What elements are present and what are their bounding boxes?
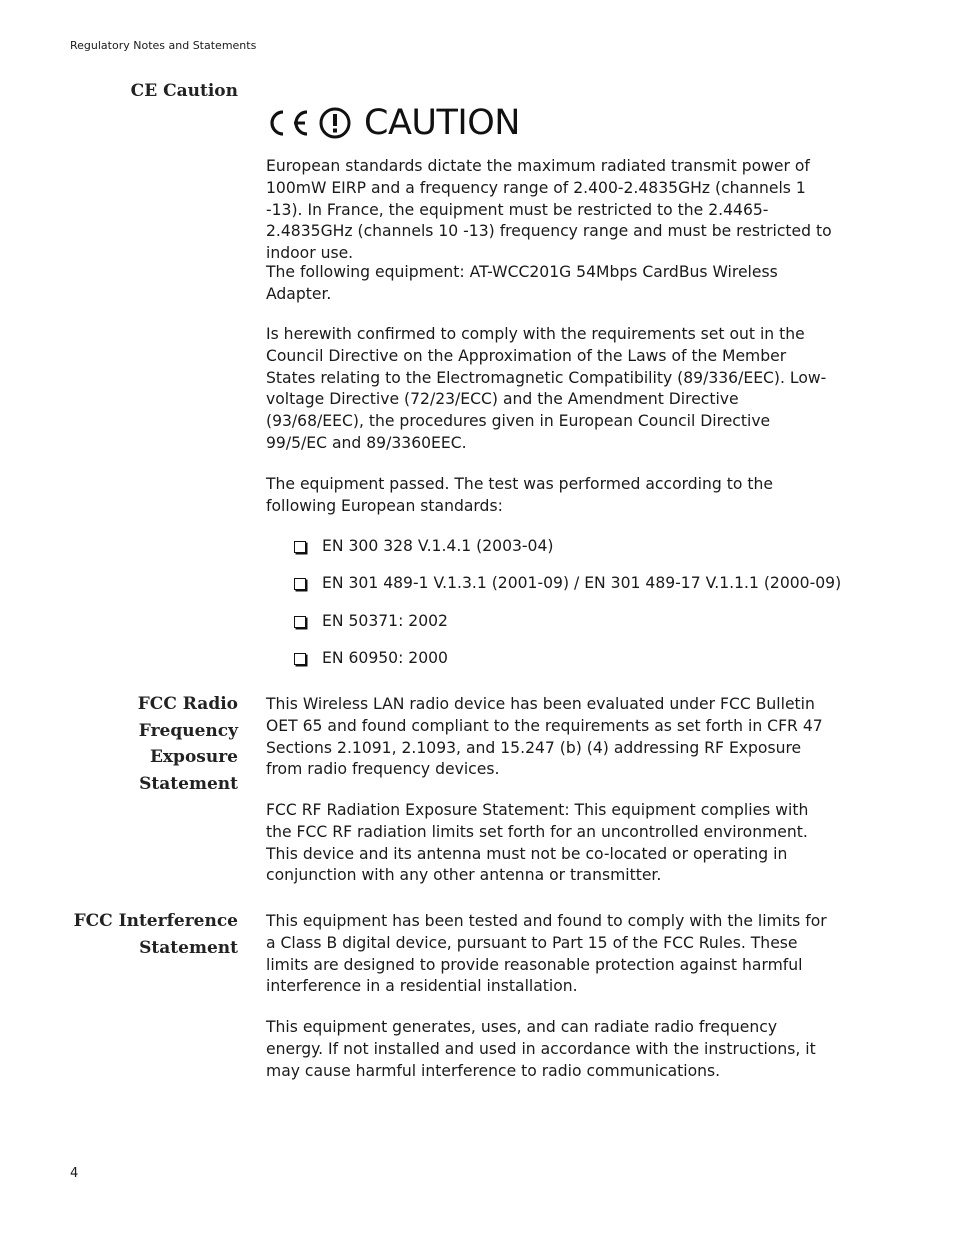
- fcc-interference-paragraph: This equipment generates, uses, and can radiate radio frequency energy. If not installed and used in accordance with the instructions, it may cause harmful interference to radio communications.: [266, 1018, 816, 1080]
- heading-line: Exposure: [149, 747, 238, 767]
- ce-paragraph: The equipment passed. The test was performed according to the following European standards:: [266, 475, 773, 515]
- standard-text: EN 50371: 2002: [322, 612, 448, 630]
- standard-list-item: [294, 648, 854, 670]
- alert-circle-icon: [318, 106, 352, 140]
- checkbox-bullet-icon: [294, 541, 306, 553]
- checkbox-bullet-icon: [294, 578, 306, 590]
- ce-caution-heading-text: CE Caution: [130, 81, 238, 101]
- fcc-rf-paragraph: FCC RF Radiation Exposure Statement: This equipment complies with the FCC RF radiation limits set forth for an uncontrolled environment. This device and its antenna must not be co-located or operating in conjunction with any other antenna or transmitter.: [266, 801, 809, 885]
- ce-caution-banner: [266, 100, 520, 146]
- standard-list-item: [294, 573, 854, 595]
- ce-caution-heading: [48, 78, 238, 105]
- fcc-interference-paragraph: This equipment has been tested and found to comply with the limits for a Class B digital device, pursuant to Part 15 of the FCC Rules. These limits are designed to provide reasonable protection against harmful interference in a residential installation.: [266, 912, 827, 996]
- standard-text: EN 60950: 2000: [322, 649, 448, 667]
- checkbox-bullet-icon: [294, 653, 306, 665]
- heading-line: FCC Radio: [137, 694, 238, 714]
- ce-paragraph: The following equipment: AT-WCC201G 54Mbps CardBus Wireless Adapter.: [266, 263, 778, 303]
- ce-paragraph: Is herewith confirmed to comply with the requirements set out in the Council Directive on the Approximation of the Laws of the Member States relating to the Electromagnetic Compatibility (89/336/EEC). Low-voltage Directive (72/23/ECC) and the Amendment Directive (93/68/EEC), the procedures given in European Council Directive 99/5/EC and 89/3360EEC.: [266, 325, 827, 452]
- standard-text: EN 300 328 V.1.4.1 (2003-04): [322, 537, 554, 555]
- standard-list-item: [294, 611, 854, 633]
- heading-line: Statement: [139, 937, 238, 958]
- fcc-rf-paragraph: This Wireless LAN radio device has been evaluated under FCC Bulletin OET 65 and found compliant to the requirements as set forth in CFR 47 Sections 2.1091, 2.1093, and 15.247 (b) (4) addressing RF Exposure from radio frequency devices.: [266, 695, 823, 779]
- heading-line: FCC Interference: [73, 911, 238, 931]
- standard-list-item: [294, 536, 854, 558]
- standard-text: EN 301 489-1 V.1.3.1 (2001-09) / EN 301 489-17 V.1.1.1 (2000-09): [322, 574, 842, 592]
- page-number: 4: [70, 1166, 79, 1181]
- caution-label: CAUTION: [364, 103, 520, 143]
- fcc-interference-heading: [48, 908, 238, 961]
- heading-line: Statement: [139, 773, 238, 794]
- running-header: Regulatory Notes and Statements: [70, 39, 257, 52]
- ce-mark-icon: [266, 105, 312, 141]
- heading-line: Frequency: [138, 720, 238, 741]
- fcc-rf-heading: [48, 691, 238, 797]
- ce-paragraph: European standards dictate the maximum radiated transmit power of 100mW EIRP and a frequency range of 2.400-2.4835GHz (channels 1 -13). In France, the equipment must be restricted to the 2.4465-2.4835GHz (channels 10 -13) frequency range and must be restricted to indoor use.: [266, 157, 832, 263]
- checkbox-bullet-icon: [294, 616, 306, 628]
